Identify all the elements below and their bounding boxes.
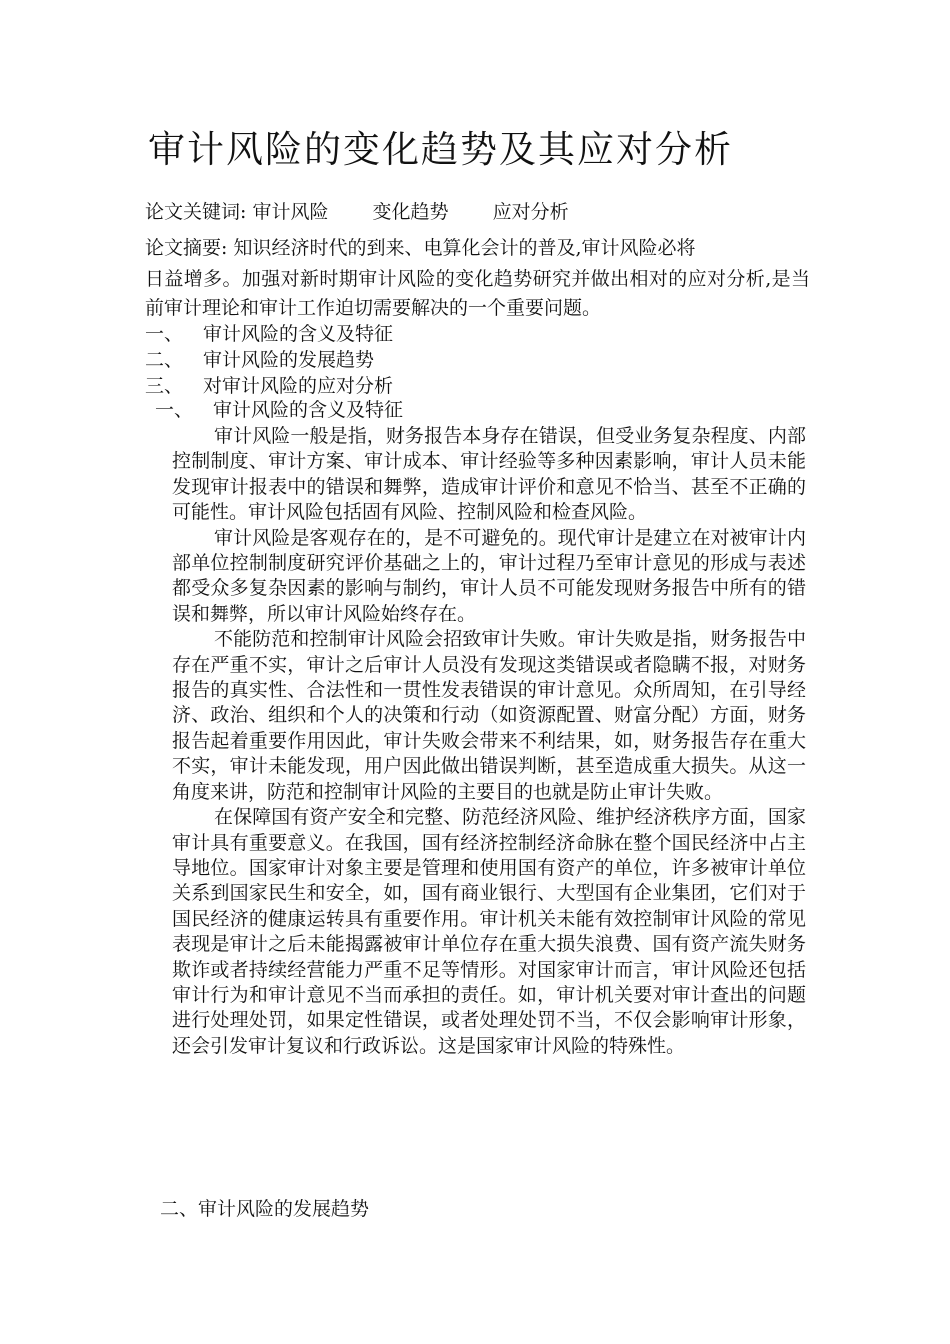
paragraph: 在保障国有资产安全和完整、防范经济风险、维护经济秩序方面，国家审计具有重要意义。在我国，国有经济控制经济命脉在整个国民经济中占主导地位。国家审计对象主要是管理和使用国有资产的单位，许多被审计单位关系到国家民生和安全，如，国有商业银行、大型国有企业集团，它们对于国民经济的健康运转具有重要作用。审计机关未能有效控制审计风险的常见表现是审计之后未能揭露被审计单位存在重大损失浪费、国有资产流失财务欺诈或者持续经营能力严重不足等情形。对国家审计而言，审计风险还包括审计行为和审计意见不当而承担的责任。如，审计机关要对审计查出的问题进行处理处罚，如果定性错误，或者处理处罚不当，不仅会影响审计形象，还会引发审计复议和行政诉讼。这是国家审计风险的特殊性。	[172, 806, 806, 1057]
keywords-label: 论文关键词:	[145, 201, 247, 223]
keyword-1: 审计风险	[252, 201, 329, 223]
keyword-3: 应对分析	[492, 201, 569, 223]
abstract	[145, 234, 810, 323]
section-1-heading: 一、 审计风险的含义及特征	[155, 399, 404, 421]
abstract-first-line: 论文摘要: 知识经济时代的到来、电算化会计的普及,审计风险必将	[145, 237, 696, 259]
toc-item: 三、 对审计风险的应对分析	[145, 375, 394, 397]
section-2-heading: 二、审计风险的发展趋势	[160, 1198, 370, 1220]
toc-item: 二、 审计风险的发展趋势	[145, 349, 375, 371]
keyword-2: 变化趋势	[372, 201, 449, 223]
paragraph: 审计风险是客观存在的，是不可避免的。现代审计是建立在对被审计内部单位控制制度研究评价基础之上的，审计过程乃至审计意见的形成与表述都受众多复杂因素的影响与制约，审计人员不可能发现财务报告中所有的错误和舞弊，所以审计风险始终存在。	[172, 526, 806, 625]
abstract-body: 日益增多。加强对新时期审计风险的变化趋势研究并做出相对的应对分析,是当前审计理论和审计工作迫切需要解决的一个重要问题。	[145, 268, 810, 319]
table-of-contents	[145, 321, 393, 399]
document-title: 审计风险的变化趋势及其应对分析	[148, 128, 733, 171]
section-1-body	[172, 424, 806, 1059]
keywords-line	[145, 198, 569, 226]
toc-item: 一、 审计风险的含义及特征	[145, 323, 394, 345]
paragraph: 审计风险一般是指，财务报告本身存在错误，但受业务复杂程度、内部控制制度、审计方案、审计成本、审计经验等多种因素影响，审计人员未能发现审计报表中的错误和舞弊，造成审计评价和意见不恰当、甚至不正确的可能性。审计风险包括固有风险、控制风险和检查风险。	[172, 425, 806, 524]
paragraph: 不能防范和控制审计风险会招致审计失败。审计失败是指，财务报告中存在严重不实，审计之后审计人员没有发现这类错误或者隐瞒不报，对财务报告的真实性、合法性和一贯性发表错误的审计意见。众所周知，在引导经济、政治、组织和个人的决策和行动（如资源配置、财富分配）方面，财务报告起着重要作用因此，审计失败会带来不利结果，如，财务报告存在重大不实，审计未能发现，用户因此做出错误判断，甚至造成重大损失。从这一角度来讲，防范和控制审计风险的主要目的也就是防止审计失败。	[172, 628, 806, 803]
